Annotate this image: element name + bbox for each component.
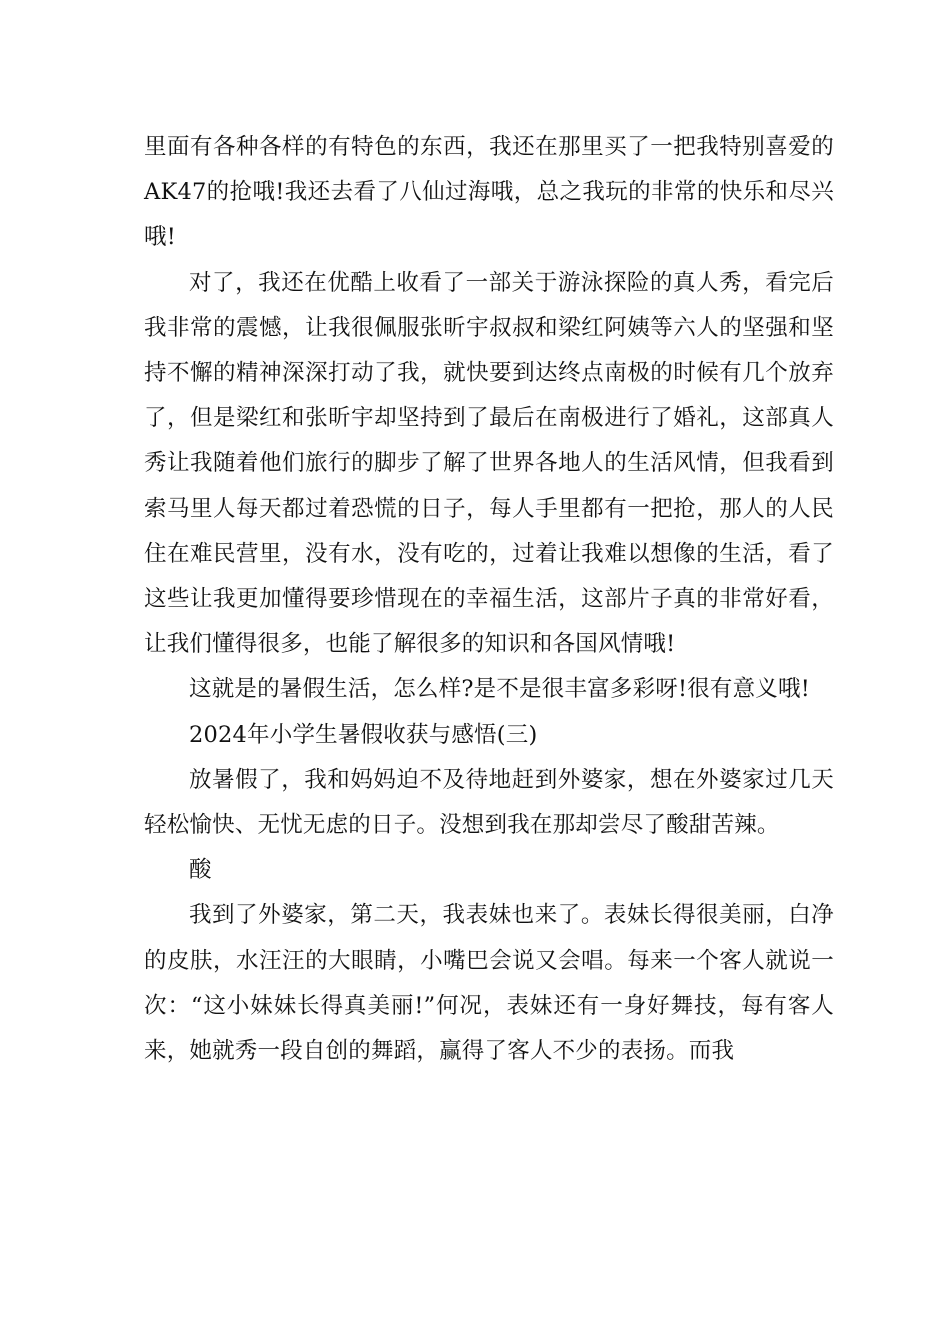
paragraph-intro: 放暑假了，我和妈妈迫不及待地赶到外婆家，想在外婆家过几天轻松愉快、无忧无虑的日子。没想到我在那却尝尽了酸甜苦辣。 <box>144 766 834 839</box>
paragraph-summary: 这就是的暑假生活，怎么样?是不是很丰富多彩呀!很有意义哦! <box>189 676 810 703</box>
document-body <box>144 125 834 1074</box>
paragraph-continued: 里面有各种各样的有特色的东西，我还在那里买了一把我特别喜爱的AK47的抢哦!我还去看了八仙过海哦，总之我玩的非常的快乐和尽兴哦! <box>144 134 834 251</box>
paragraph-cousin: 我到了外婆家，第二天，我表妹也来了。表妹长得很美丽，白净的皮肤，水汪汪的大眼睛，小嘴巴会说又会唱。每来一个客人就说一次：“这小妹妹长得真美丽!”何况，表妹还有一身好舞技，每有客人来，她就秀一段自创的舞蹈，赢得了客人不少的表扬。而我 <box>144 902 834 1065</box>
paragraph-reality-show: 对了，我还在优酷上收看了一部关于游泳探险的真人秀，看完后我非常的震憾，让我很佩服张昕宇叔叔和梁红阿姨等六人的坚强和坚持不懈的精神深深打动了我，就快要到达终点南极的时候有几个放弃了，但是梁红和张昕宇却坚持到了最后在南极进行了婚礼，这部真人秀让我随着他们旅行的脚步了解了世界各地人的生活风情，但我看到索马里人每天都过着恐慌的日子，每人手里都有一把抢，那人的人民住在难民营里，没有水，没有吃的，过着让我难以想像的生活，看了这些让我更加懂得要珍惜现在的幸福生活，这部片子真的非常好看，让我们懂得很多，也能了解很多的知识和各国风情哦! <box>144 269 834 658</box>
section-heading: 2024年小学生暑假收获与感悟(三) <box>189 721 538 748</box>
subheading-sour: 酸 <box>189 857 212 884</box>
